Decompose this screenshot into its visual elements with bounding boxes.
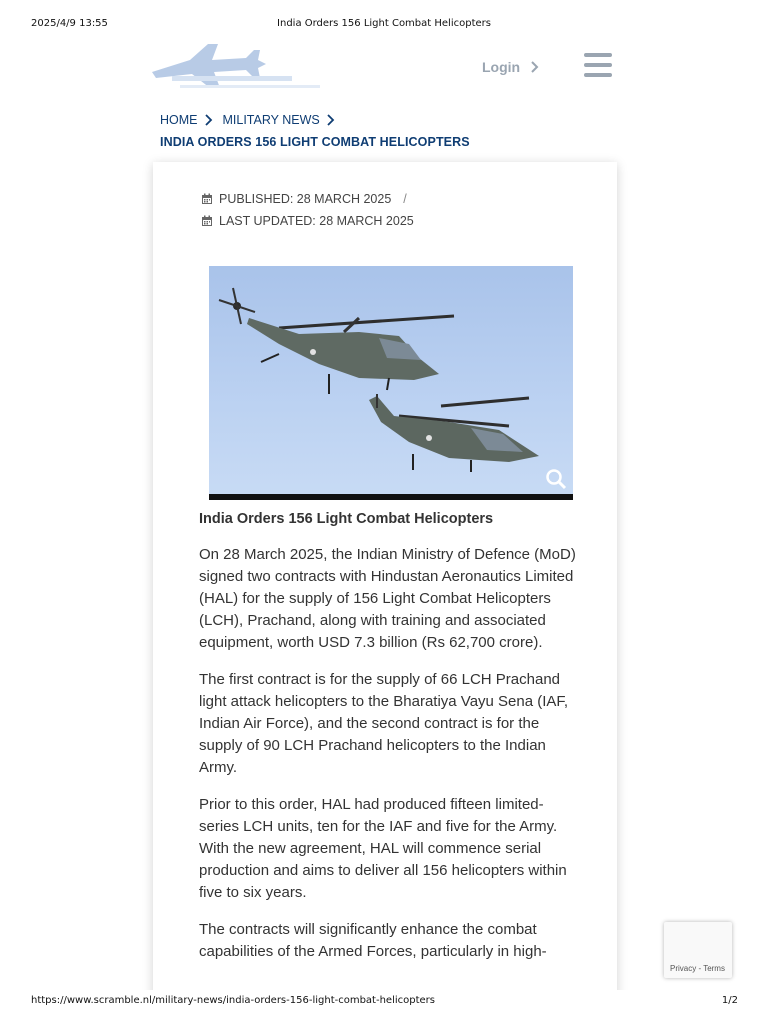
article-paragraph: The contracts will significantly enhance the combat capabilities of the Armed Forces, particularly in high-: [199, 921, 547, 960]
article-heading: India Orders 156 Light Combat Helicopters: [199, 511, 494, 527]
breadcrumb-home-link[interactable]: HOME: [160, 113, 198, 127]
helicopters-photo[interactable]: [209, 266, 573, 500]
image-caption-bar: [209, 494, 573, 500]
meta-separator: /: [403, 192, 407, 206]
article-paragraph: On 28 March 2025, the Indian Ministry of Defence (MoD) signed two contracts with Hindustan Aeronautics Limited (HAL) for the supply of 156 Light Combat Helicopters (LCH), Prachand, along with training and associated equipment, worth USD 7.3 billion (Rs 62,700 crore).: [199, 546, 576, 651]
last-updated-date: LAST UPDATED: 28 MARCH 2025: [219, 214, 414, 228]
login-label: Login: [482, 59, 521, 75]
article-body: [199, 544, 583, 978]
breadcrumb: [160, 113, 620, 149]
print-header: [0, 0, 768, 34]
recaptcha-badge[interactable]: [664, 922, 732, 978]
calendar-icon: [201, 193, 213, 205]
print-title: India Orders 156 Light Combat Helicopters: [277, 18, 491, 29]
calendar-icon: [201, 215, 213, 227]
recaptcha-links[interactable]: Privacy - Terms: [670, 964, 725, 973]
chevron-right-icon: [326, 114, 335, 126]
breadcrumb-current: INDIA ORDERS 156 LIGHT COMBAT HELICOPTERS: [160, 135, 470, 149]
login-button[interactable]: [482, 59, 540, 75]
print-timestamp: 2025/4/9 13:55: [31, 18, 108, 29]
published-date: PUBLISHED: 28 MARCH 2025: [219, 192, 392, 206]
chevron-right-icon: [204, 114, 213, 126]
hamburger-menu-icon[interactable]: [584, 53, 612, 77]
article-card: [153, 162, 617, 1002]
article-paragraph: The first contract is for the supply of 66 LCH Prachand light attack helicopters to the Bharatiya Vayu Sena (IAF, Indian Air Force), and the second contract is for the supply of 90 LCH Prachand helicopters to the Indian Army.: [199, 671, 569, 776]
breadcrumb-military-news-link[interactable]: MILITARY NEWS: [222, 113, 320, 127]
zoom-icon[interactable]: [545, 468, 567, 490]
site-header: [150, 38, 620, 98]
article-meta: [201, 188, 414, 232]
print-page-number: 1/2: [721, 995, 738, 1006]
fighter-jet-logo-icon[interactable]: [150, 38, 325, 96]
print-footer: [0, 990, 768, 1024]
chevron-right-icon: [528, 61, 540, 73]
helicopters-illustration: [209, 266, 573, 500]
print-url: https://www.scramble.nl/military-news/india-orders-156-light-combat-helicopters: [31, 995, 435, 1006]
article-paragraph: Prior to this order, HAL had produced fifteen limited-series LCH units, ten for the IAF and five for the Army. With the new agreement, HAL will commence serial production and aims to deliver all 156 helicopters within five to six years.: [199, 796, 567, 901]
